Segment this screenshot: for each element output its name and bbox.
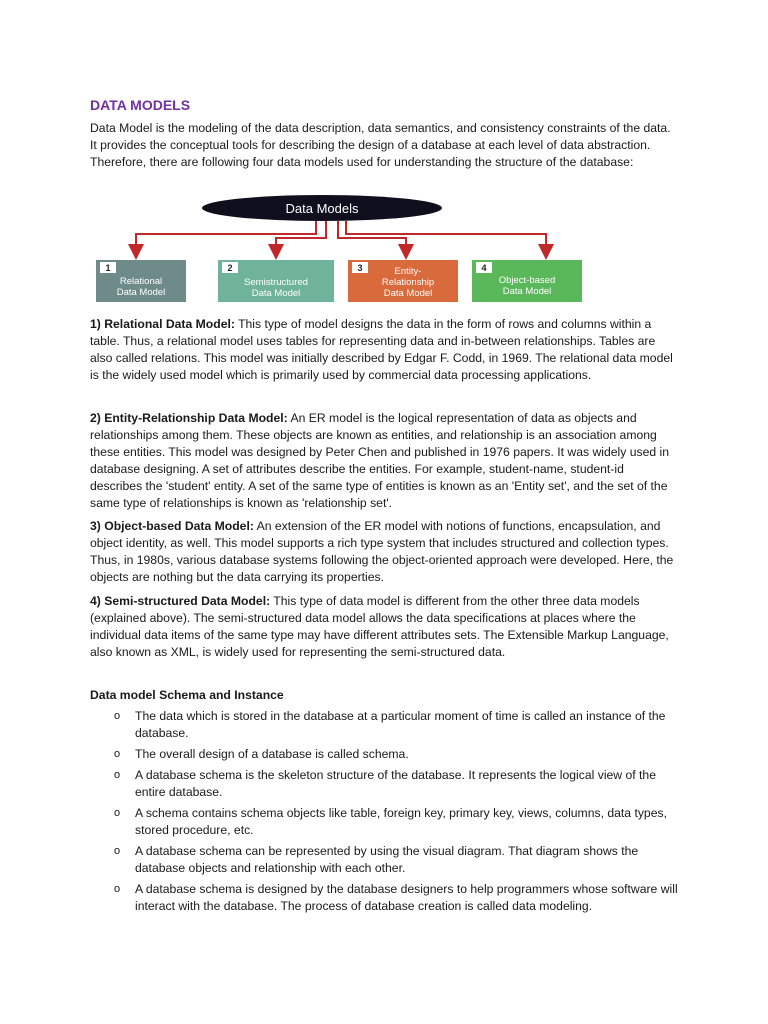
section-relational-text: This type of model designs the data in the form of rows and columns within a table. Thus, a relational model uses tables for representing data and in-between relationships. Tables are also called relations. This model was initially described by Edgar F. Codd, in 1969. The relational data model is the widely used model which is primarily used by commercial data processing applications. xyxy=(90,317,673,382)
bullet-marker: o xyxy=(114,807,121,819)
box-relational-line2: Data Model xyxy=(116,287,166,298)
intro-paragraph: Data Model is the modeling of the data description, data semantics, and consistency constraints of the data. It provides the conceptual tools for describing the design of a database at each level of data abstraction. Therefore, there are following four data models used for understanding the structure of the database: xyxy=(90,121,671,169)
section-semi-structured xyxy=(90,593,678,661)
section-object-based xyxy=(90,518,678,586)
list-item-text: A database schema is designed by the database designers to help programmers whose software will interact with the database. The process of database creation is called data modeling. xyxy=(135,882,678,913)
list-item xyxy=(90,767,680,801)
section-object-based-title: 3) Object-based Data Model: xyxy=(90,519,254,533)
bullet-marker: o xyxy=(114,748,121,760)
bullet-marker: o xyxy=(114,845,121,857)
box-semistructured-line2: Data Model xyxy=(251,288,301,299)
section-er-title: 2) Entity-Relationship Data Model: xyxy=(90,411,288,425)
list-item xyxy=(90,708,680,742)
section-semi-structured-text: This type of data model is different from the other three data models (explained above). The semi-structured data model allows the data specifications at places where the individual data items of the same type may have different attributes sets. The Extensible Markup Language, also known as XML, is widely used for representing the semi-structured data. xyxy=(90,594,669,659)
bullet-marker: o xyxy=(114,883,121,895)
section-er-text: An ER model is the logical representation of data as objects and relationships among them. These objects are known as entities, and relationship is an association among these entities. This model was designed by Peter Chen and published in 1976 papers. It was widely used in database designing. A set of attributes describe the entities. For example, student-name, student-id describes the 'student' entity. A set of the same type of entities is known as an 'Entity set', and the set of the same type of relationships is known as 'relationship set'. xyxy=(90,411,670,510)
box-object-based xyxy=(472,260,582,302)
page-title: DATA MODELS xyxy=(90,97,191,113)
box-er-num: 3 xyxy=(357,263,363,273)
box-relational xyxy=(96,260,186,302)
list-item-text: A schema contains schema objects like table, foreign key, primary key, views, columns, data types, stored procedure, etc. xyxy=(135,806,667,837)
box-object-based-num: 4 xyxy=(481,263,487,273)
box-object-based-line1: Object-based xyxy=(498,275,556,286)
box-er-line1: Entity- xyxy=(394,266,422,277)
section-semi-structured-title: 4) Semi-structured Data Model: xyxy=(90,594,271,608)
box-er-line3: Data Model xyxy=(383,288,433,299)
schema-heading: Data model Schema and Instance xyxy=(90,688,284,702)
schema-list xyxy=(90,708,680,919)
box-relational-line1: Relational xyxy=(119,276,163,287)
list-item xyxy=(90,805,680,839)
list-item-text: The overall design of a database is called schema. xyxy=(135,747,409,761)
box-semistructured-line1: Semistructured xyxy=(244,277,308,288)
root-label: Data Models xyxy=(285,201,359,216)
section-relational-title: 1) Relational Data Model: xyxy=(90,317,235,331)
box-semistructured-num: 2 xyxy=(227,263,233,273)
section-object-based-text: An extension of the ER model with notions of functions, encapsulation, and object identity, as well. This model supports a rich type system that includes structured and collection types. Thus, in 1980s, various database systems following the object-oriented approach were developed. Here, the objects are nothing but the data carrying its properties. xyxy=(90,519,674,584)
bullet-marker: o xyxy=(114,710,121,722)
box-object-based-line2: Data Model xyxy=(502,286,552,297)
box-semistructured xyxy=(218,260,334,302)
connector-lines xyxy=(136,221,546,252)
list-item-text: The data which is stored in the database at a particular moment of time is called an instance of the database. xyxy=(135,709,666,740)
arrow-entity-relationship xyxy=(338,221,406,252)
bullet-marker: o xyxy=(114,769,121,781)
list-item xyxy=(90,843,680,877)
data-models-diagram xyxy=(90,190,680,310)
box-er-line2: Relationship xyxy=(381,277,435,288)
arrow-semistructured xyxy=(276,221,326,252)
box-relational-num: 1 xyxy=(105,263,111,273)
arrow-object-based xyxy=(346,221,546,252)
section-entity-relationship xyxy=(90,410,678,512)
list-item-text: A database schema can be represented by using the visual diagram. That diagram shows the database objects and relationship with each other. xyxy=(135,844,639,875)
arrow-relational xyxy=(136,221,316,252)
section-relational xyxy=(90,316,678,384)
list-item xyxy=(90,746,680,763)
list-item-text: A database schema is the skeleton structure of the database. It represents the logical view of the entire database. xyxy=(135,768,656,799)
box-entity-relationship xyxy=(348,260,458,302)
list-item xyxy=(90,881,680,915)
